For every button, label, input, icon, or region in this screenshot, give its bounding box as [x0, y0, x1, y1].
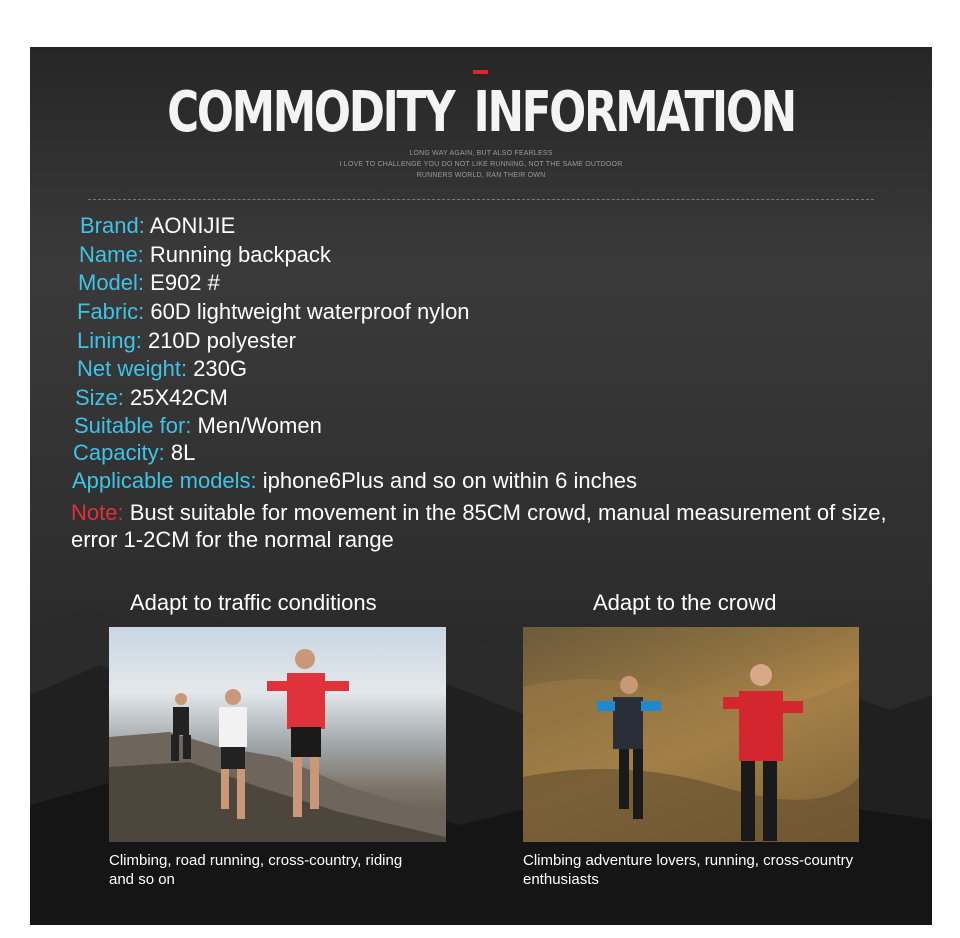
hikers-photo — [523, 627, 859, 842]
spec-lining: Lining: 210D polyester — [77, 328, 296, 353]
title-accent-bar — [473, 70, 488, 74]
section-title-right: Adapt to the crowd — [593, 590, 777, 615]
title-word-1: COMMODITY — [167, 80, 454, 145]
page-title — [129, 80, 833, 145]
spec-size: Size: 25X42CM — [75, 385, 228, 410]
spec-net-weight: Net weight: 230G — [77, 356, 247, 381]
spec-model: Model: E902 # — [78, 270, 220, 295]
spec-brand: Brand: AONIJIE — [80, 213, 236, 238]
trail-runners-illustration — [109, 627, 446, 842]
subtitle-line-1: LONG WAY AGAIN, BUT ALSO FEARLESS — [409, 150, 553, 157]
subtitle-line-3: RUNNERS WORLD, RAN THEIR OWN — [416, 172, 546, 179]
hikers-illustration — [523, 627, 859, 842]
caption-right: Climbing adventure lovers, running, cross-country enthusiasts — [523, 852, 854, 888]
title-word-2: INFORMATION — [473, 80, 795, 145]
trail-runners-photo — [109, 627, 446, 842]
commodity-info-panel — [30, 47, 932, 925]
spec-name: Name: Running backpack — [79, 242, 331, 267]
size-note: Note: Bust suitable for movement in the 85CM crowd, manual measurement of size, error 1-2CM for the normal range — [71, 500, 887, 552]
spec-suitable-for: Suitable for: Men/Women — [74, 413, 322, 438]
spec-capacity: Capacity: 8L — [73, 440, 196, 465]
subtitle — [30, 148, 932, 181]
spec-fabric: Fabric: 60D lightweight waterproof nylon — [77, 299, 470, 324]
section-title-left: Adapt to traffic conditions — [130, 590, 377, 615]
divider — [88, 199, 874, 200]
subtitle-line-2: I LOVE TO CHALLENGE YOU DO NOT LIKE RUNNING, NOT THE SAME OUTDOOR — [339, 161, 623, 168]
caption-left: Climbing, road running, cross-country, riding and so on — [109, 852, 403, 888]
spec-applicable-models: Applicable models: iphone6Plus and so on within 6 inches — [72, 468, 638, 493]
